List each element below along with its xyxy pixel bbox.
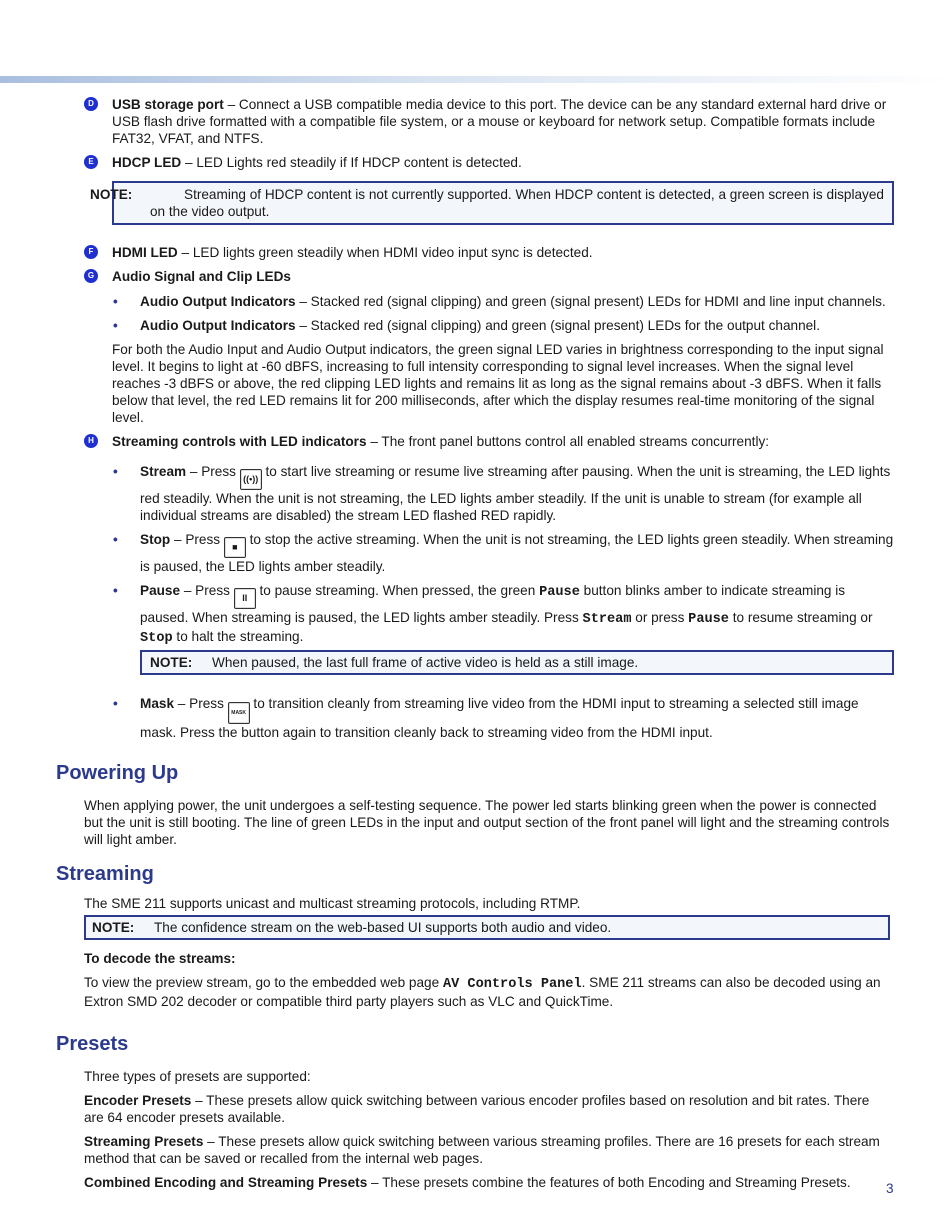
note-label: NOTE: bbox=[92, 920, 135, 935]
bullet-title: Stop bbox=[140, 532, 171, 547]
heading-presets: Presets bbox=[56, 1033, 129, 1055]
note-label: NOTE: bbox=[90, 187, 133, 202]
note-text: The confidence stream on the web-based UI supports both audio and video. bbox=[154, 920, 612, 935]
bullet-text: or press bbox=[631, 610, 689, 625]
decode-text: . SME 211 streams can also be decoded using an Extron SMD 202 decoder or compatible third party players such as VLC and QuickTime. bbox=[84, 975, 881, 1009]
bullet-text: – Press bbox=[180, 583, 234, 598]
note-text: Streaming of HDCP content is not currently supported. When HDCP content is detected, a green screen is displayed on the video output. bbox=[150, 187, 884, 219]
bullet-mask bbox=[0, 695, 950, 741]
bullet-text: button blinks amber to indicate streaming is paused. When streaming is paused, the LED lights amber steadily. Press bbox=[140, 583, 846, 625]
bullet-text: – Press bbox=[170, 532, 224, 547]
streaming-paragraph: The SME 211 supports unicast and multicast streaming protocols, including RTMP. bbox=[84, 896, 581, 911]
bullet-text: to transition cleanly from streaming live video from the HDMI input to streaming a selected still image mask. Press the button again to transition cleanly back to streaming video from the HDMI input. bbox=[140, 696, 859, 740]
item-text: – The front panel buttons control all enabled streams concurrently: bbox=[366, 434, 770, 449]
header-gradient-bar bbox=[0, 76, 950, 83]
preset-title: Encoder Presets bbox=[84, 1093, 192, 1108]
preset-text: – These presets allow quick switching between various streaming profiles. There are 16 presets for each stream method that can be saved or recalled from the internal web pages. bbox=[84, 1134, 880, 1166]
item-text: – LED Lights red steadily if If HDCP content is detected. bbox=[181, 155, 522, 170]
bullet-title: Audio Output Indicators bbox=[140, 294, 296, 309]
item-title: HDMI LED bbox=[112, 245, 178, 260]
note-label: NOTE: bbox=[150, 655, 193, 670]
bullet-text: – Press bbox=[174, 696, 228, 711]
bullet-text: to stop the active streaming. When the unit is not streaming, the LED lights green steadily. When streaming is paused, the LED lights amber steadily. bbox=[140, 532, 894, 574]
bullet-audio-output-indicators-1 bbox=[0, 293, 950, 310]
bullet-text: to start live streaming or resume live streaming after pausing. When the unit is streaming, the LED lights red steadily. When the unit is not streaming, the LED lights amber steadily. If the unit is unable to stream (for example all individual streams are disabled) the stream LED flashed RED rapidly. bbox=[140, 464, 891, 523]
callout-marker-h: H bbox=[84, 434, 98, 448]
preset-streaming bbox=[0, 1133, 950, 1167]
item-text: – LED lights green steadily when HDMI video input sync is detected. bbox=[177, 245, 593, 260]
callout-marker-f: F bbox=[84, 245, 98, 259]
code-pause: Pause bbox=[688, 612, 729, 627]
presets-intro: Three types of presets are supported: bbox=[84, 1069, 311, 1084]
note-pause bbox=[140, 650, 894, 675]
code-stop: Stop bbox=[140, 631, 173, 646]
bullet-text: – Stacked red (signal clipping) and green (signal present) LEDs for HDMI and line input channels. bbox=[295, 294, 886, 309]
bullet-title: Stream bbox=[140, 464, 187, 479]
callout-marker-g: G bbox=[84, 269, 98, 283]
item-usb-storage-port bbox=[0, 96, 950, 147]
audio-level-paragraph: For both the Audio Input and Audio Output indicators, the green signal LED varies in brightness corresponding to the input signal level. It begins to light at -60 dBFS, increasing to full intensity corresponding to signal level increases. When the signal level reaches -3 dBFS or above, the red clipping LED lights and remains lit as long as the signal remains about -3 dBFS. When it falls below that level, the red LED remains lit for 200 milliseconds, after which the display resumes real-time monitoring of the signal level. bbox=[112, 342, 884, 425]
pause-button-icon: II bbox=[234, 588, 256, 609]
heading-powering-up: Powering Up bbox=[56, 762, 179, 784]
callout-marker-d: D bbox=[84, 97, 98, 111]
item-hdcp-led bbox=[0, 154, 950, 171]
powering-up-paragraph: When applying power, the unit undergoes a self-testing sequence. The power led starts blinking green when the power is connected but the unit is still booting. The line of green LEDs in the input and output section of the front panel will light and the streaming controls will light amber. bbox=[84, 798, 890, 847]
item-title: Audio Signal and Clip LEDs bbox=[112, 269, 291, 284]
bullet-text: to resume streaming or bbox=[728, 610, 873, 625]
callout-marker-e: E bbox=[84, 155, 98, 169]
page-number: 3 bbox=[886, 1181, 894, 1196]
bullet-text: – Press bbox=[186, 464, 240, 479]
bullet-stop bbox=[0, 531, 950, 575]
note-hdcp bbox=[90, 181, 894, 225]
preset-title: Streaming Presets bbox=[84, 1134, 204, 1149]
page-content bbox=[0, 96, 950, 1198]
decode-heading: To decode the streams: bbox=[84, 951, 236, 966]
mask-button-icon: MASK bbox=[228, 702, 250, 724]
bullet-text: to pause streaming. When pressed, the green bbox=[255, 583, 540, 598]
bullet-title: Audio Output Indicators bbox=[140, 318, 296, 333]
code-stream: Stream bbox=[582, 612, 632, 627]
stop-button-icon: ■ bbox=[224, 537, 246, 558]
decode-text: To view the preview stream, go to the embedded web page bbox=[84, 975, 443, 990]
preset-encoder bbox=[0, 1092, 950, 1126]
preset-combined bbox=[0, 1174, 950, 1191]
preset-title: Combined Encoding and Streaming Presets bbox=[84, 1175, 368, 1190]
decode-paragraph bbox=[0, 974, 950, 1010]
bullet-text: – Stacked red (signal clipping) and green (signal present) LEDs for the output channel. bbox=[295, 318, 820, 333]
stream-button-icon: ((•)) bbox=[240, 469, 262, 490]
code-av-controls-panel: AV Controls Panel bbox=[442, 977, 582, 992]
heading-streaming: Streaming bbox=[56, 863, 154, 885]
bullet-audio-output-indicators-2 bbox=[0, 317, 950, 334]
item-title: USB storage port bbox=[112, 97, 224, 112]
preset-text: – These presets allow quick switching between various encoder profiles based on resolution and bit rates. There are 64 encoder presets available. bbox=[84, 1093, 870, 1125]
item-title: Streaming controls with LED indicators bbox=[112, 434, 367, 449]
bullet-text: to halt the streaming. bbox=[172, 629, 304, 644]
item-streaming-controls bbox=[0, 433, 950, 450]
item-text: – Connect a USB compatible media device to this port. The device can be any standard external hard drive or USB flash drive formatted with a compatible file system, or a mouse or keyboard for network setup. Compatible formats include FAT32, VFAT, and NTFS. bbox=[112, 97, 887, 146]
item-title: HDCP LED bbox=[112, 155, 182, 170]
note-text: When paused, the last full frame of active video is held as a still image. bbox=[212, 655, 639, 670]
bullet-title: Mask bbox=[140, 696, 175, 711]
code-pause: Pause bbox=[539, 585, 580, 600]
bullet-stream bbox=[0, 463, 950, 524]
preset-text: – These presets combine the features of both Encoding and Streaming Presets. bbox=[367, 1175, 851, 1190]
bullet-title: Pause bbox=[140, 583, 181, 598]
bullet-pause bbox=[0, 582, 950, 647]
note-streaming bbox=[84, 915, 890, 940]
item-audio-signal-clip-leds bbox=[0, 268, 950, 285]
item-hdmi-led bbox=[0, 244, 950, 261]
